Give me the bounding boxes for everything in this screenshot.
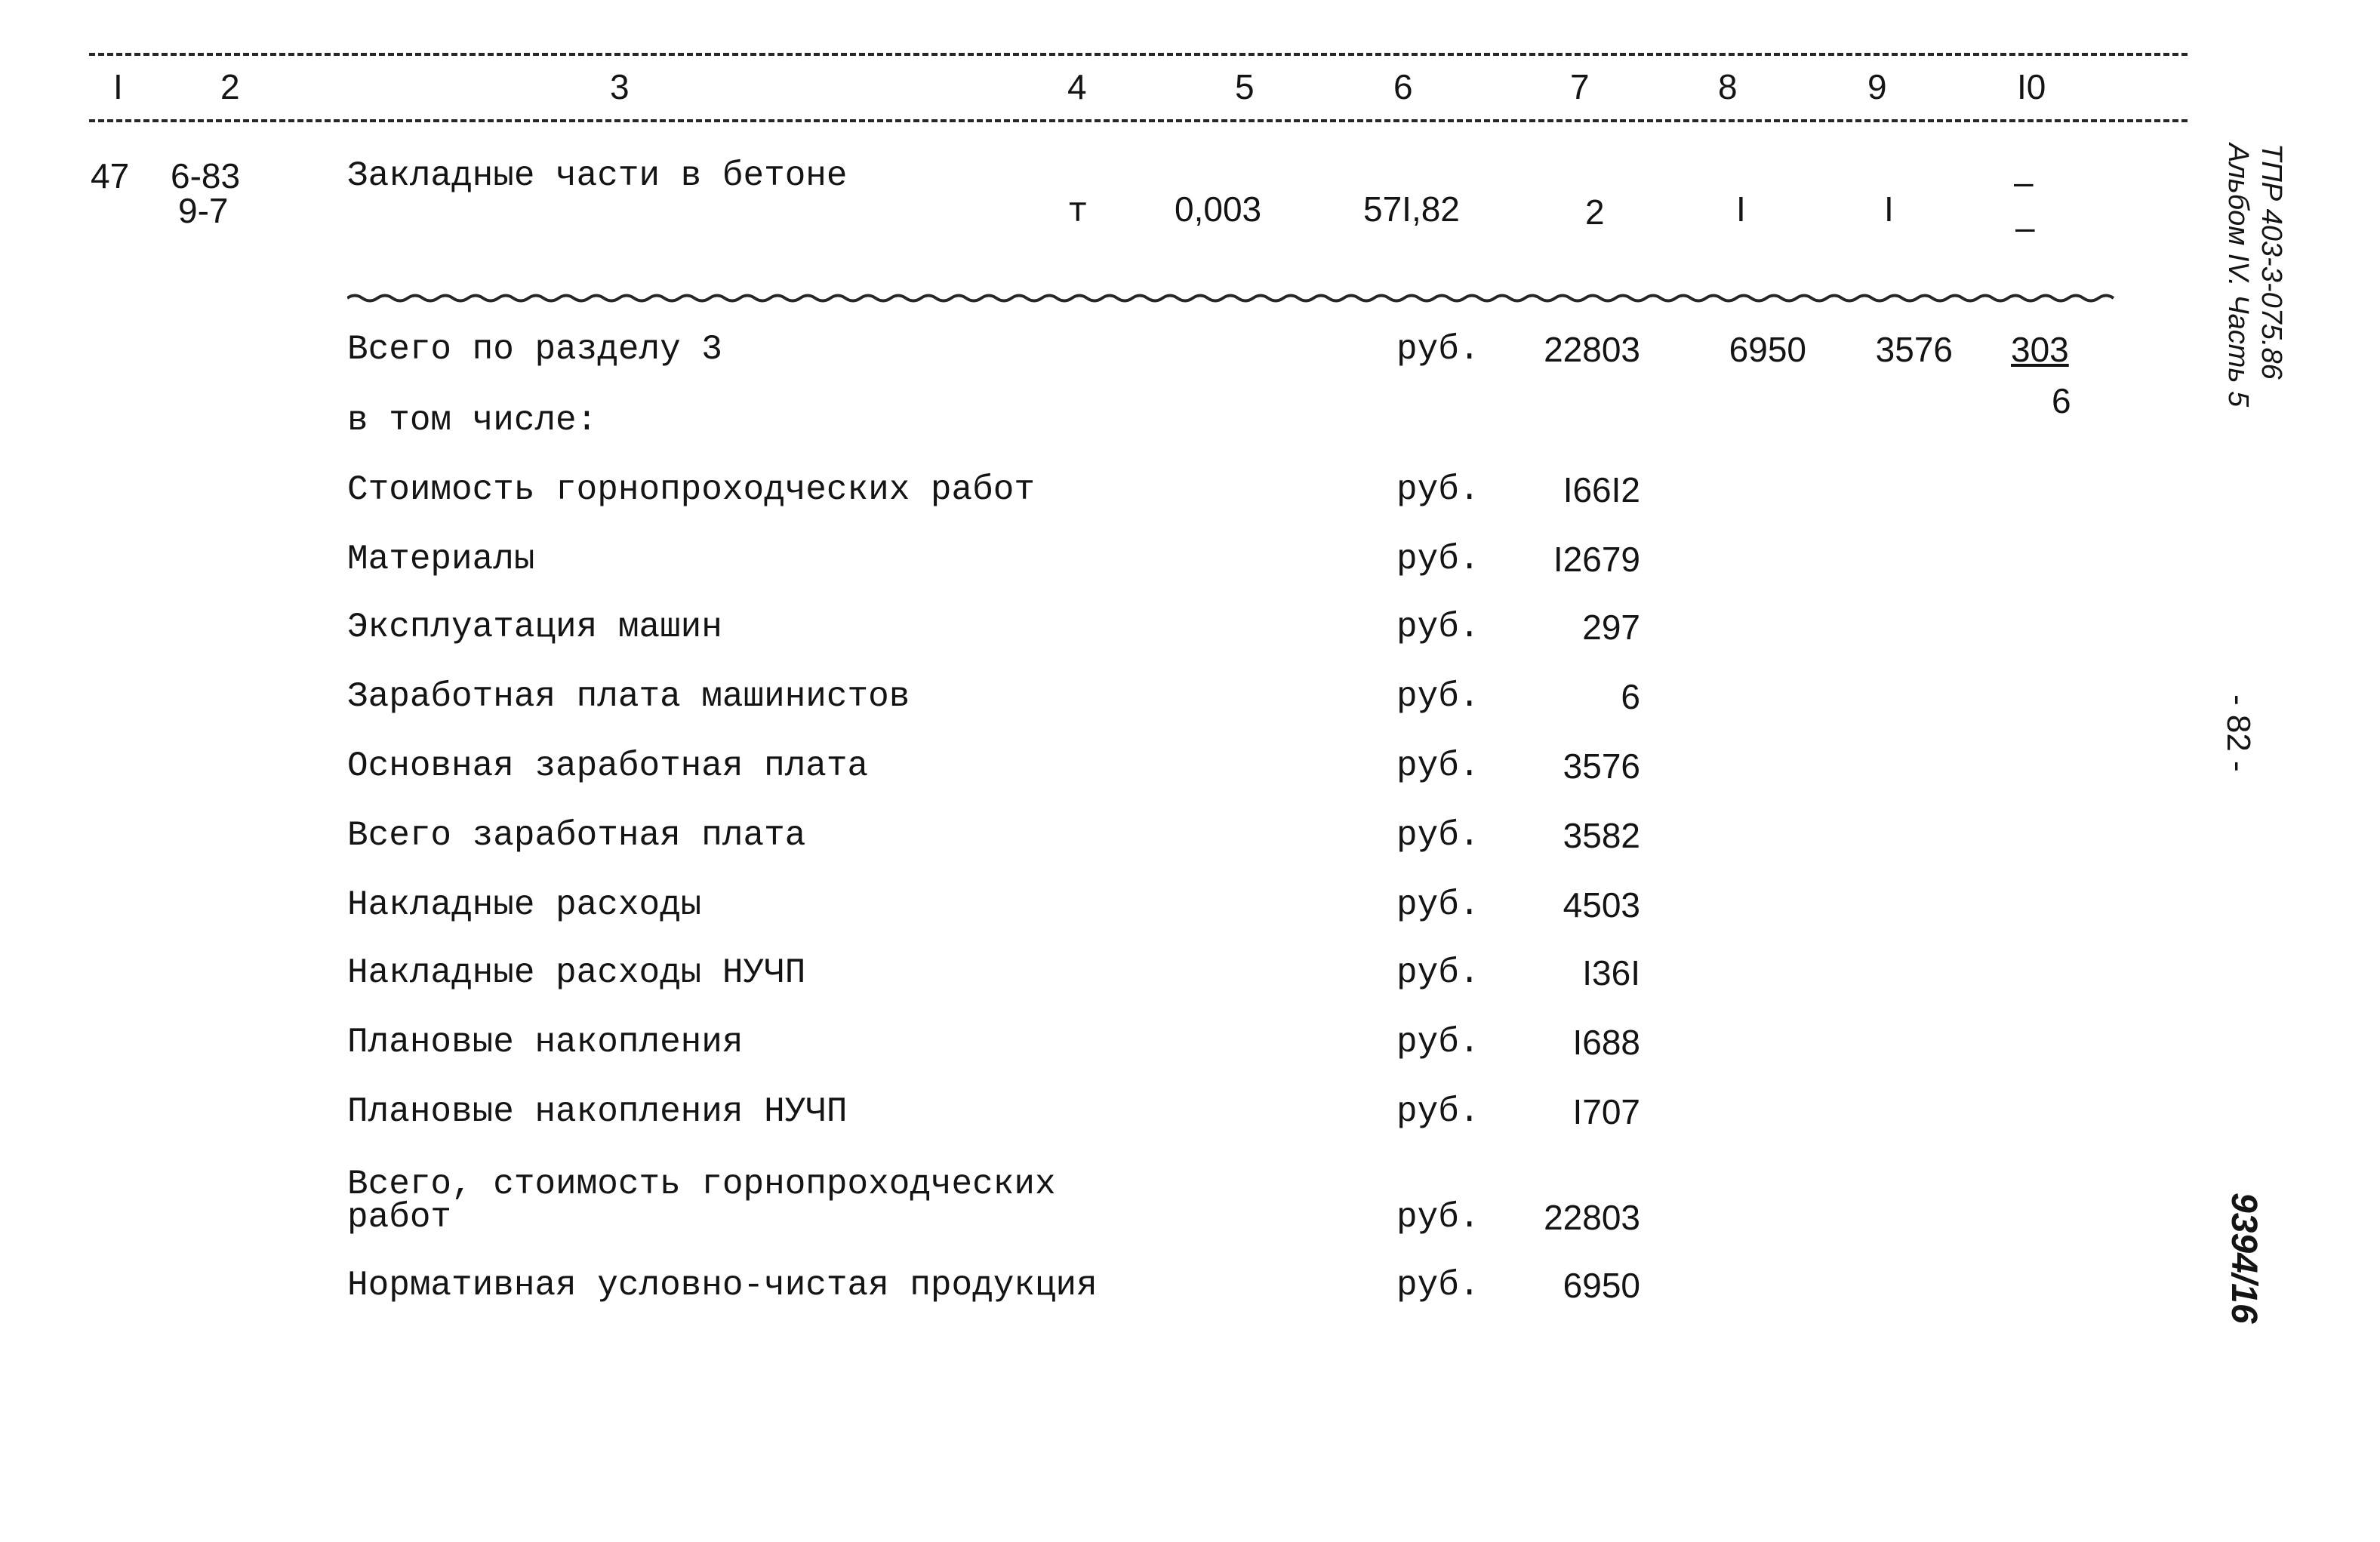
normative-unit: руб. — [1396, 1266, 1480, 1305]
row-label: Стоимость горнопроходческих работ — [347, 470, 1035, 509]
item-col10-top: – — [2014, 162, 2034, 202]
header-col-2: 2 — [220, 67, 240, 106]
margin-stamp — [2221, 143, 2287, 407]
header-col-4: 4 — [1067, 67, 1087, 106]
row-label: Всего заработная плата — [347, 816, 806, 855]
normative-value: 6950 — [1563, 1266, 1640, 1305]
section-separator-line — [347, 291, 2121, 305]
header-col-5: 5 — [1235, 67, 1255, 106]
row-value: I688 — [1572, 1023, 1640, 1062]
inventory-number: 9394/16 — [2224, 1193, 2264, 1324]
header-col-6: 6 — [1393, 67, 1413, 106]
row-value: I2679 — [1553, 540, 1640, 579]
item-col10-bottom: – — [2015, 208, 2035, 247]
row-label: Накладные расходы — [347, 885, 702, 925]
section-total-col10-top: 303 — [2011, 330, 2069, 369]
header-col-1: I — [113, 67, 123, 106]
row-label: Накладные расходы НУЧП — [347, 953, 806, 993]
item-col8: I — [1736, 189, 1746, 229]
row-unit: руб. — [1396, 1092, 1480, 1131]
total-works-value: 22803 — [1544, 1198, 1640, 1237]
item-col7: 2 — [1585, 192, 1605, 232]
row-value: 297 — [1582, 608, 1640, 647]
item-col9: I — [1884, 189, 1894, 229]
row-unit: руб. — [1396, 1023, 1480, 1062]
section-total-label: Всего по разделу 3 — [347, 330, 722, 369]
including-label: в том числе: — [347, 401, 598, 440]
row-value: 4503 — [1563, 885, 1640, 925]
item-code-line1: 6-83 — [171, 156, 241, 195]
normative-label: Нормативная условно-чистая продукция — [347, 1266, 1098, 1305]
header-col-9: 9 — [1867, 67, 1887, 106]
total-works-label-line2: работ — [347, 1198, 452, 1237]
row-unit: руб. — [1396, 540, 1480, 579]
header-top-rule — [89, 53, 2188, 56]
row-value: I707 — [1572, 1092, 1640, 1131]
header-col-8: 8 — [1718, 67, 1738, 106]
row-value: 3582 — [1563, 816, 1640, 855]
row-unit: руб. — [1396, 885, 1480, 925]
row-value: 3576 — [1563, 746, 1640, 786]
row-unit: руб. — [1396, 608, 1480, 647]
total-works-label-line1: Всего, стоимость горнопроходческих — [347, 1165, 1056, 1204]
margin-doc-code: ТПР 403-3-075.86 — [2255, 143, 2287, 380]
row-unit: руб. — [1396, 677, 1480, 716]
item-price: 57I,82 — [1363, 189, 1460, 229]
header-col-10: I0 — [2017, 67, 2046, 106]
item-number: 47 — [91, 156, 130, 195]
section-total-unit: руб. — [1396, 330, 1480, 369]
row-label: Плановые накопления НУЧП — [347, 1092, 848, 1131]
margin-album: Альбом IV. Часть 5 — [2222, 143, 2255, 408]
row-value: I66I2 — [1563, 470, 1640, 509]
item-unit: т — [1067, 192, 1088, 232]
header-col-7: 7 — [1570, 67, 1590, 106]
section-total-col8: 6950 — [1729, 330, 1806, 369]
item-name: Закладные части в бетоне — [347, 156, 848, 195]
section-total-col9: 3576 — [1875, 330, 1953, 369]
row-unit: руб. — [1396, 746, 1480, 786]
row-label: Заработная плата машинистов — [347, 677, 910, 716]
row-unit: руб. — [1396, 816, 1480, 855]
row-label: Эксплуатация машин — [347, 608, 722, 647]
item-quantity: 0,003 — [1175, 189, 1262, 229]
total-works-unit: руб. — [1396, 1198, 1480, 1237]
row-value: 6 — [1621, 677, 1640, 716]
row-label: Плановые накопления — [347, 1023, 744, 1062]
row-unit: руб. — [1396, 953, 1480, 993]
header-bottom-rule — [89, 119, 2188, 122]
section-total-col7: 22803 — [1544, 330, 1640, 369]
row-unit: руб. — [1396, 470, 1480, 509]
page-number: - 82 - — [2220, 694, 2257, 772]
item-code-line2: 9-7 — [178, 191, 229, 230]
row-label: Материалы — [347, 540, 535, 579]
header-col-3: 3 — [610, 67, 630, 106]
row-value: I36I — [1582, 953, 1640, 993]
row-label: Основная заработная плата — [347, 746, 869, 786]
section-total-col10-bottom: 6 — [2052, 381, 2071, 420]
